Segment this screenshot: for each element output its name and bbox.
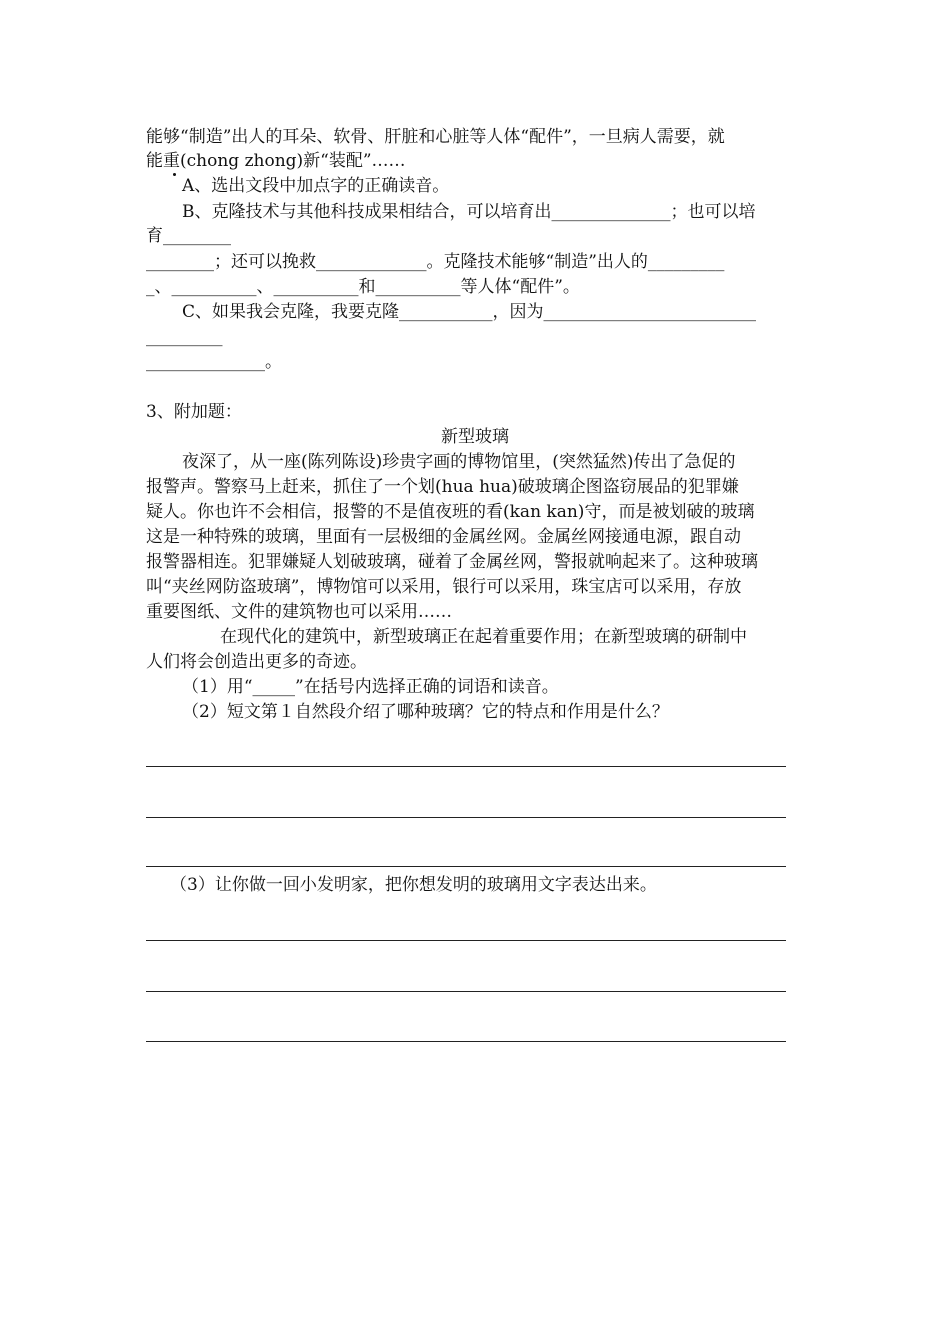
section-3-heading: 3、附加题： <box>146 402 242 422</box>
story-title: 新型玻璃 <box>441 427 509 447</box>
question-b-line-3: ________；还可以挽救_____________。克隆技术能够“制造”出人的_________ <box>146 252 725 272</box>
answer-line[interactable] <box>146 1041 786 1042</box>
question-3-1: （1）用“_____”在括号内选择正确的词语和读音。 <box>182 677 559 697</box>
emphasis-dot <box>173 173 176 176</box>
story-p1-line-6: 叫“夹丝网防盗玻璃”，博物馆可以采用，银行可以采用，珠宝店可以采用，存放 <box>146 577 742 597</box>
story-p1-line-5: 报警器相连。犯罪嫌疑人划破玻璃，碰着了金属丝网，警报就响起来了。这种玻璃 <box>146 552 758 572</box>
question-c-line-1: C、如果我会克隆，我要克隆___________，因为_________________________ <box>182 302 757 322</box>
answer-line[interactable] <box>146 991 786 992</box>
story-p1-line-4: 这是一种特殊的玻璃，里面有一层极细的金属丝网。金属丝网接通电源，跟自动 <box>146 527 741 547</box>
question-a: A、选出文段中加点字的正确读音。 <box>182 176 450 196</box>
story-p2-line-2: 人们将会创造出更多的奇迹。 <box>146 652 367 672</box>
story-p1-line-7: 重要图纸、文件的建筑物也可以采用…… <box>146 602 452 622</box>
answer-line[interactable] <box>146 817 786 818</box>
question-c-line-2: _________ <box>146 327 223 347</box>
answer-line[interactable] <box>146 866 786 867</box>
passage-line-1: 能够“制造”出人的耳朵、软骨、肝脏和心脏等人体“配件”，一旦病人需要，就 <box>146 127 725 147</box>
question-b-line-4: _、__________、__________和__________等人体“配件”。 <box>146 277 580 297</box>
question-c-line-3: ______________。 <box>146 352 282 372</box>
story-p1-line-2: 报警声。警察马上赶来，抓住了一个划(hua hua)破玻璃企图盗窃展品的犯罪嫌 <box>146 477 739 497</box>
passage-line-2: 能重(chong zhong)新“装配”…… <box>146 151 406 171</box>
question-3-3: （3）让你做一回小发明家，把你想发明的玻璃用文字表达出来。 <box>170 875 657 895</box>
question-b-line-2: 育________ <box>146 226 231 246</box>
question-b-line-1: B、克隆技术与其他科技成果相结合，可以培育出______________；也可以培 <box>182 202 756 222</box>
story-p1-line-1: 夜深了，从一座(陈列陈设)珍贵字画的博物馆里，(突然猛然)传出了急促的 <box>182 452 736 472</box>
story-p2-line-1: 在现代化的建筑中，新型玻璃正在起着重要作用；在新型玻璃的研制中 <box>220 627 747 647</box>
story-p1-line-3: 疑人。你也许不会相信，报警的不是值夜班的看(kan kan)守，而是被划破的玻璃 <box>146 502 755 522</box>
answer-line[interactable] <box>146 940 786 941</box>
question-3-2: （2）短文第１自然段介绍了哪种玻璃？它的特点和作用是什么？ <box>182 702 669 722</box>
answer-line[interactable] <box>146 766 786 767</box>
